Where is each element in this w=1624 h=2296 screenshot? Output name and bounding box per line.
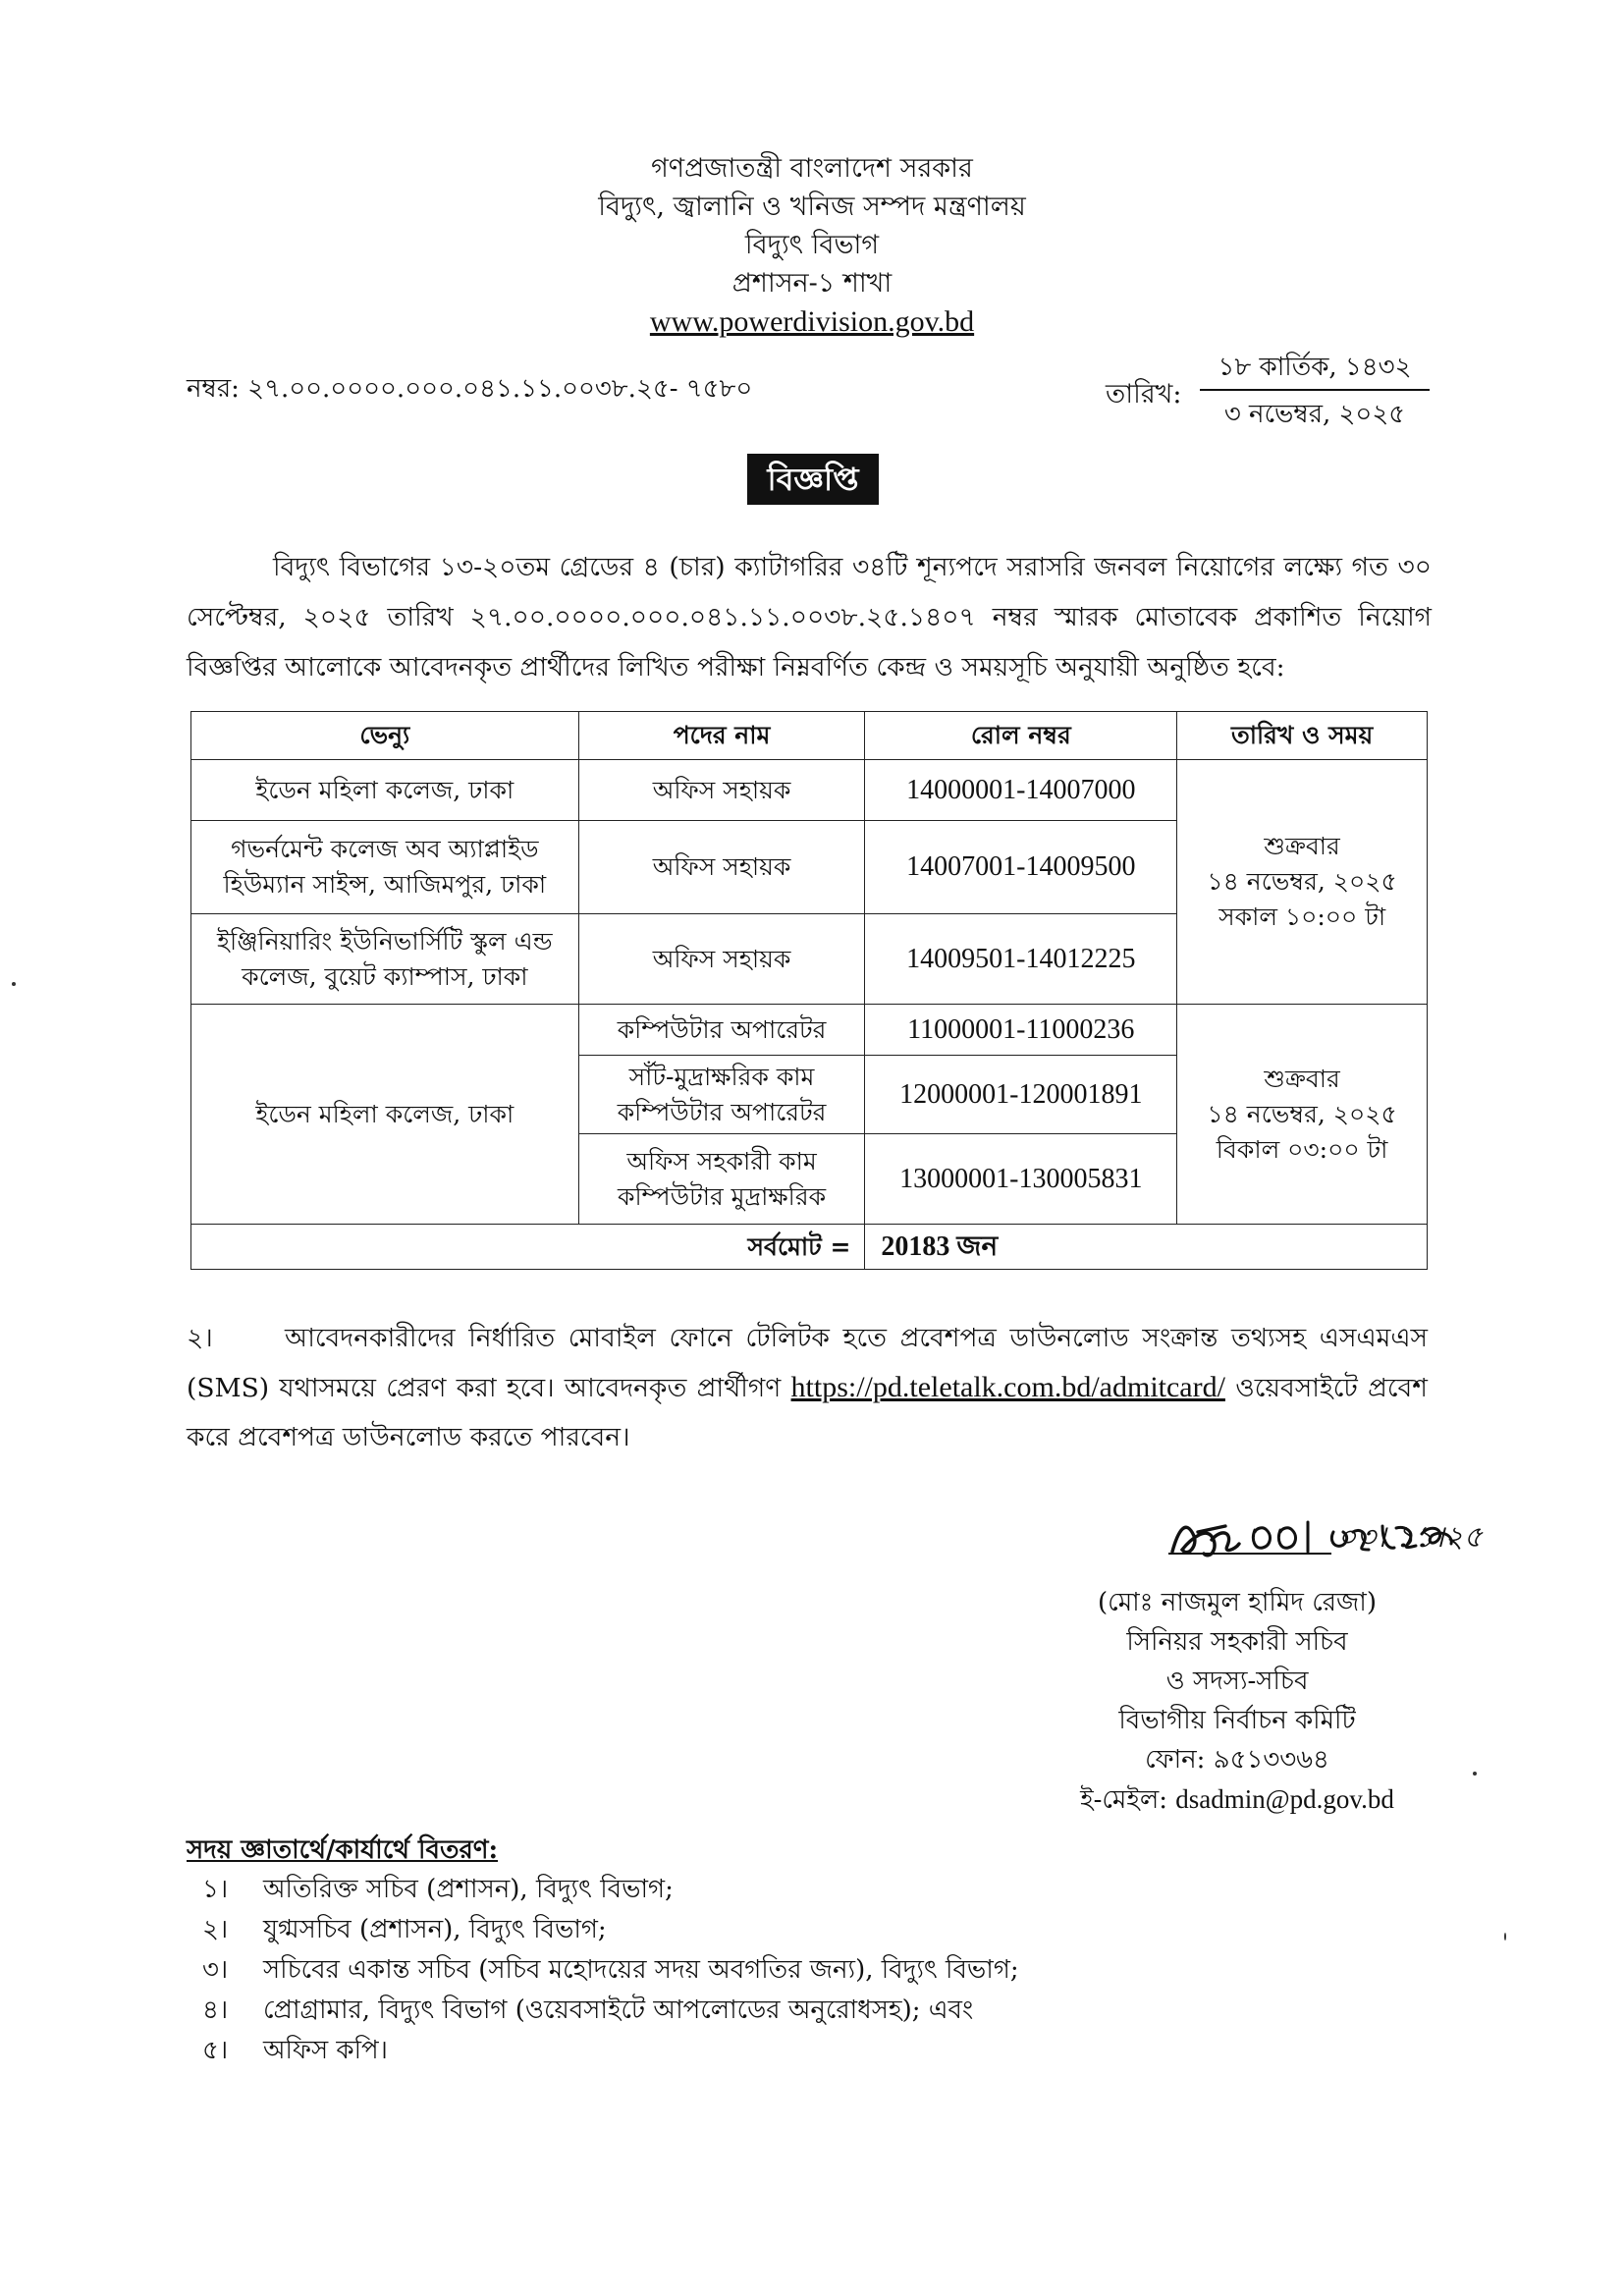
roll-cell: 14000001-14007000 (865, 760, 1177, 821)
item-number: ৩। (202, 1955, 229, 1985)
roll-cell: 11000001-11000236 (865, 1005, 1177, 1056)
post-cell: অফিস সহায়ক (578, 760, 865, 821)
signatory-designation: সিনিয়র সহকারী সচিব (1126, 1627, 1348, 1657)
exam-schedule-table (190, 711, 1428, 1270)
venue-cell: ইডেন মহিলা কলেজ, ঢাকা (191, 760, 579, 821)
distribution-list (202, 1870, 1430, 2071)
table-header-row (191, 712, 1428, 760)
handwritten-signature (1164, 1510, 1498, 1569)
signatory-name: (মোঃ নাজমুল হামিদ রেজা) (1098, 1588, 1377, 1617)
date-english: ৩ নভেম্বর, ২০২৫ (1223, 399, 1406, 429)
afternoon-date: ১৪ নভেম্বর, ২০২৫ (1207, 1099, 1397, 1128)
committee-name: বিভাগীয় নির্বাচন কমিটি (1118, 1706, 1356, 1735)
email-line (992, 1779, 1483, 1820)
date-label: তারিখ: (1106, 379, 1182, 410)
section-name: প্রশাসন-১ শাখা (731, 268, 893, 299)
admit-card-link[interactable]: https://pd.teletalk.com.bd/admitcard/ (790, 1371, 1225, 1403)
date-bangla: ১৮ কার্তিক, ১৪৩২ (1200, 350, 1430, 391)
signed-date-handwritten: ০৩। ১১।২৫ (1337, 1520, 1483, 1555)
morning-date: ১৪ নভেম্বর, ২০২৫ (1207, 867, 1397, 896)
post-cell: সাঁট-মুদ্রাক্ষরিক কাম কম্পিউটার অপারেটর (578, 1056, 865, 1134)
afternoon-venue-cell: ইডেন মহিলা কলেজ, ঢাকা (191, 1005, 579, 1225)
table-row (191, 1005, 1428, 1056)
item-text: যুগ্মসচিব (প্রশাসন), বিদ্যুৎ বিভাগ; (263, 1915, 607, 1944)
letterhead (0, 149, 1624, 341)
date-box (1200, 350, 1430, 433)
paragraph-text: আবেদনকারীদের নির্ধারিত মোবাইল ফোনে টেলিটক হতে প্রবেশপত্র ডাউনলোড সংক্রান্ত তথ্যসহ এসএমএস (SMS) যথাসময়ে প্রেরণ করা হবে। আবেদনকৃত প্রার্থীগণ (187, 1323, 1428, 1403)
notice-title: বিজ্ঞপ্তি (747, 454, 879, 505)
post-cell: কম্পিউটার অপারেটর (578, 1005, 865, 1056)
item-text: অফিস কপি। (263, 2036, 388, 2065)
item-text: সচিবের একান্ত সচিব (সচিব মহোদয়ের সদয় অবগতির জন্য), বিদ্যুৎ বিভাগ; (263, 1955, 1019, 1985)
government-name: গণপ্রজাতন্ত্রী বাংলাদেশ সরকার (651, 153, 973, 184)
item-number: ৪। (202, 1995, 229, 2025)
post-cell: অফিস সহায়ক (578, 821, 865, 914)
item-text: অতিরিক্ত সচিব (প্রশাসন), বিদ্যুৎ বিভাগ; (263, 1875, 674, 1904)
item-number: ৫। (202, 2036, 229, 2065)
roll-cell: 12000001-120001891 (865, 1056, 1177, 1134)
morning-day: শুক্রবার (1264, 832, 1340, 860)
list-item (202, 1870, 1430, 1910)
division-name: বিদ্যুৎ বিভাগ (744, 230, 880, 260)
signatory-details (992, 1583, 1483, 1820)
venue-cell: ইঞ্জিনিয়ারিং ইউনিভার্সিটি স্কুল এন্ড কলেজ, বুয়েট ক্যাম্পাস, ঢাকা (191, 914, 579, 1005)
scan-speck (1473, 1772, 1477, 1776)
ministry-name: বিদ্যুৎ, জ্বালানি ও খনিজ সম্পদ মন্ত্রণালয় (598, 191, 1026, 222)
afternoon-day: শুক্রবার (1264, 1064, 1340, 1093)
venue-cell: গভর্নমেন্ট কলেজ অব অ্যাপ্লাইড হিউম্যান সাইন্স, আজিমপুর, ঢাকা (191, 821, 579, 914)
paragraph-text-end: ওয়েবসাইটে প্রবেশ করে প্রবেশপত্র ডাউনলোড করতে পারবেন। (187, 1373, 1428, 1452)
intro-paragraph: বিদ্যুৎ বিভাগের ১৩-২০তম গ্রেডের ৪ (চার) ক্যাটাগরির ৩৪টি শূন্যপদে সরাসরি জনবল নিয়োগের লক্ষ্যে গত ৩০ সেপ্টেম্বর, ২০২৫ তারিখ ২৭.০০.০০০০.০০০.০৪১.১১.০০৩৮.২৫.১৪০৭ নম্বর স্মারক মোতাবেক প্রকাশিত নিয়োগ বিজ্ঞপ্তির আলোকে আবেদনকৃত প্রার্থীদের লিখিত পরীক্ষা নিম্নবর্ণিত কেন্দ্র ও সময়সূচি অনুযায়ী অনুষ্ঠিত হবে: (187, 552, 1432, 683)
memo-number: নম্বর: ২৭.০০.০০০০.০০০.০৪১.১১.০০৩৮.২৫- ৭৫৮০ (187, 374, 753, 404)
list-item (202, 2031, 1430, 2071)
website-link[interactable]: www.powerdivision.gov.bd (649, 305, 975, 338)
post-cell: অফিস সহকারী কাম কম্পিউটার মুদ্রাক্ষরিক (578, 1134, 865, 1225)
item-number: ১। (202, 1875, 229, 1904)
distribution-heading: সদয় জ্ঞাতার্থে/কার্যার্থে বিতরণ: (187, 1835, 499, 1865)
email-address[interactable]: dsadmin@pd.gov.bd (1175, 1784, 1394, 1814)
roll-cell: 14007001-14009500 (865, 821, 1177, 914)
paragraph-number: ২। (187, 1323, 213, 1353)
list-item (202, 1950, 1430, 1991)
scan-speck (1504, 1933, 1506, 1941)
table-row (191, 760, 1428, 821)
header-post: পদের নাম (578, 712, 865, 760)
total-label: সর্বমোট = (191, 1225, 865, 1270)
roll-cell: 13000001-130005831 (865, 1134, 1177, 1225)
phone-number: ফোন: ৯৫১৩৩৬৪ (1145, 1745, 1329, 1775)
scan-speck (12, 982, 16, 986)
header-roll: রোল নম্বর (865, 712, 1177, 760)
list-item (202, 1910, 1430, 1950)
morning-time: সকাল ১০:০০ টা (1218, 902, 1386, 931)
header-venue: ভেন্যু (191, 712, 579, 760)
roll-cell: 14009501-14012225 (865, 914, 1177, 1005)
item-number: ২। (202, 1915, 229, 1944)
total-value: 20183 জন (865, 1225, 1428, 1270)
header-datetime: তারিখ ও সময় (1177, 712, 1428, 760)
morning-datetime-cell (1177, 760, 1428, 1005)
list-item (202, 1991, 1430, 2031)
admit-card-paragraph (187, 1314, 1428, 1462)
total-row (191, 1225, 1428, 1270)
afternoon-datetime-cell (1177, 1005, 1428, 1225)
email-label: ই-মেইল: (1080, 1785, 1168, 1815)
post-cell: অফিস সহায়ক (578, 914, 865, 1005)
item-text: প্রোগ্রামার, বিদ্যুৎ বিভাগ (ওয়েবসাইটে আপলোডের অনুরোধসহ); এবং (263, 1995, 974, 2025)
signatory-role: ও সদস্য-সচিব (1165, 1667, 1309, 1696)
afternoon-time: বিকাল ০৩:০০ টা (1216, 1134, 1388, 1164)
